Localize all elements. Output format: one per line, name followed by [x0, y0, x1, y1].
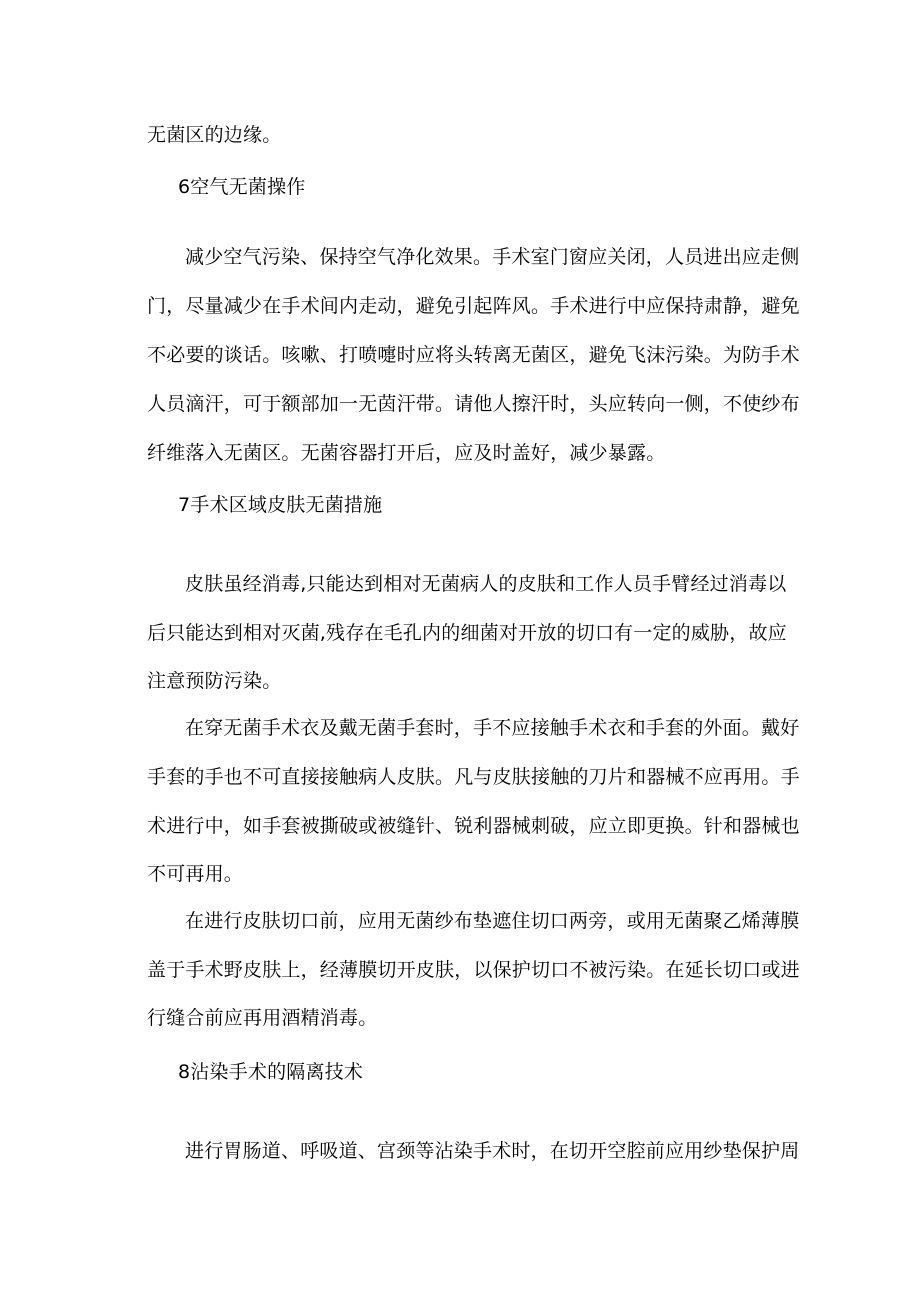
paragraph-line: 门，尽量减少在手术间内走动，避免引起阵风。手术进行中应保持肃静，避免 [147, 295, 800, 317]
paragraph-line: 行缝合前应再用酒精消毒。 [147, 1007, 378, 1029]
paragraph-line: 盖于手术野皮肤上，经薄膜切开皮肤，以保护切口不被污染。在延长切口或进 [147, 959, 800, 981]
section-heading: 6空气无菌操作 [178, 176, 306, 198]
paragraph-line: 不必要的谈话。咳嗽、打喷嚏时应将头转离无菌区，避免飞沫污染。为防手术 [147, 344, 800, 366]
paragraph-line: 无菌区的边缘。 [147, 124, 282, 146]
paragraph-line: 注意预防污染。 [147, 670, 282, 692]
paragraph-line: 人员滴汗，可于额部加一无茵汗带。请他人擦汗时，头应转向一侧，不使纱布 [147, 393, 800, 415]
paragraph-line: 在进行皮肤切口前，应用无菌纱布垫遮住切口两旁，或用无菌聚乙烯薄膜 [185, 910, 800, 932]
paragraph-line: 后只能达到相对灭菌,残存在毛孔内的细菌对开放的切口有一定的威胁，故应 [147, 622, 787, 644]
paragraph-line: 术进行中，如手套被撕破或被缝针、锐利器械刺破，应立即更换。针和器械也 [147, 815, 800, 837]
paragraph-line: 纤维落入无菌区。无菌容器打开后，应及时盖好，减少暴露。 [147, 442, 666, 464]
paragraph-line: 在穿无菌手术衣及戴无菌手套时，手不应接触手术衣和手套的外面。戴好 [185, 717, 800, 739]
section-heading: 8沾染手术的隔离技术 [178, 1061, 364, 1083]
section-heading: 7手术区域皮肤无菌措施 [178, 494, 383, 516]
paragraph-line: 不可再用。 [147, 863, 244, 885]
paragraph-line: 手套的手也不可直接接触病人皮肤。凡与皮肤接触的刀片和器械不应再用。手 [147, 766, 800, 788]
paragraph-line: 减少空气污染、保持空气净化效果。手术室门窗应关闭，人员进出应走侧 [185, 246, 800, 268]
paragraph-line: 皮肤虽经消毒,只能达到相对无菌病人的皮肤和工作人员手臂经过消毒以 [185, 573, 787, 595]
paragraph-line: 进行胃肠道、呼吸道、宫颈等沾染手术时，在切开空腔前应用纱垫保护周 [185, 1140, 800, 1162]
